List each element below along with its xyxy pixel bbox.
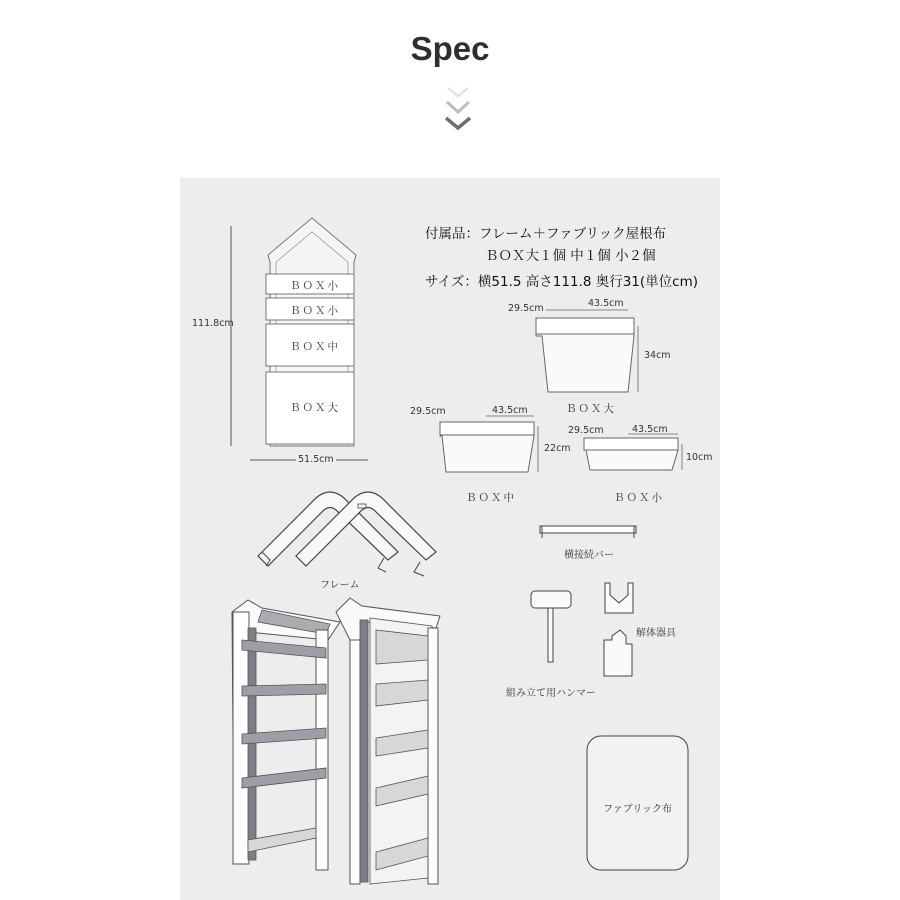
box-small-height: 10cm	[686, 452, 713, 463]
frame-label: フレーム	[320, 580, 360, 591]
box-medium-width: 43.5cm	[492, 405, 528, 416]
box-small-width: 43.5cm	[632, 424, 668, 435]
box-small-label: ＢＯＸ小	[614, 492, 664, 504]
box-medium-height: 22cm	[544, 443, 571, 454]
height-label: 111.8cm	[192, 318, 234, 329]
page-title: Spec	[410, 30, 490, 67]
box-count-line: ＢＯＸ大１個 中１個 小２個	[485, 248, 656, 264]
box-small-depth: 29.5cm	[568, 425, 604, 436]
box-label-medium: ＢＯＸ中	[290, 341, 340, 353]
tool-label: 解体器具	[636, 628, 676, 639]
hammer-label: 組み立て用ハンマー	[506, 688, 596, 699]
accessories-line: 付属品：フレーム＋ファブリック屋根布	[425, 226, 667, 242]
box-medium-label: ＢＯＸ中	[466, 492, 516, 504]
width-label: 51.5cm	[298, 454, 334, 465]
box-label-small-2: ＢＯＸ小	[290, 305, 340, 317]
fabric-label: ファブリック布	[603, 804, 672, 815]
box-label-small-1: ＢＯＸ小	[290, 280, 340, 292]
size-line: サイズ：横51.5 高さ111.8 奥行31(単位cm)	[425, 274, 698, 290]
box-large-width: 43.5cm	[588, 298, 624, 309]
box-large-label: ＢＯＸ大	[566, 403, 616, 415]
box-large-height: 34cm	[644, 350, 671, 361]
box-medium-depth: 29.5cm	[410, 406, 446, 417]
box-large-depth: 29.5cm	[508, 303, 544, 314]
box-label-large: ＢＯＸ大	[290, 402, 340, 414]
bar-label: 横接続バー	[564, 550, 614, 561]
